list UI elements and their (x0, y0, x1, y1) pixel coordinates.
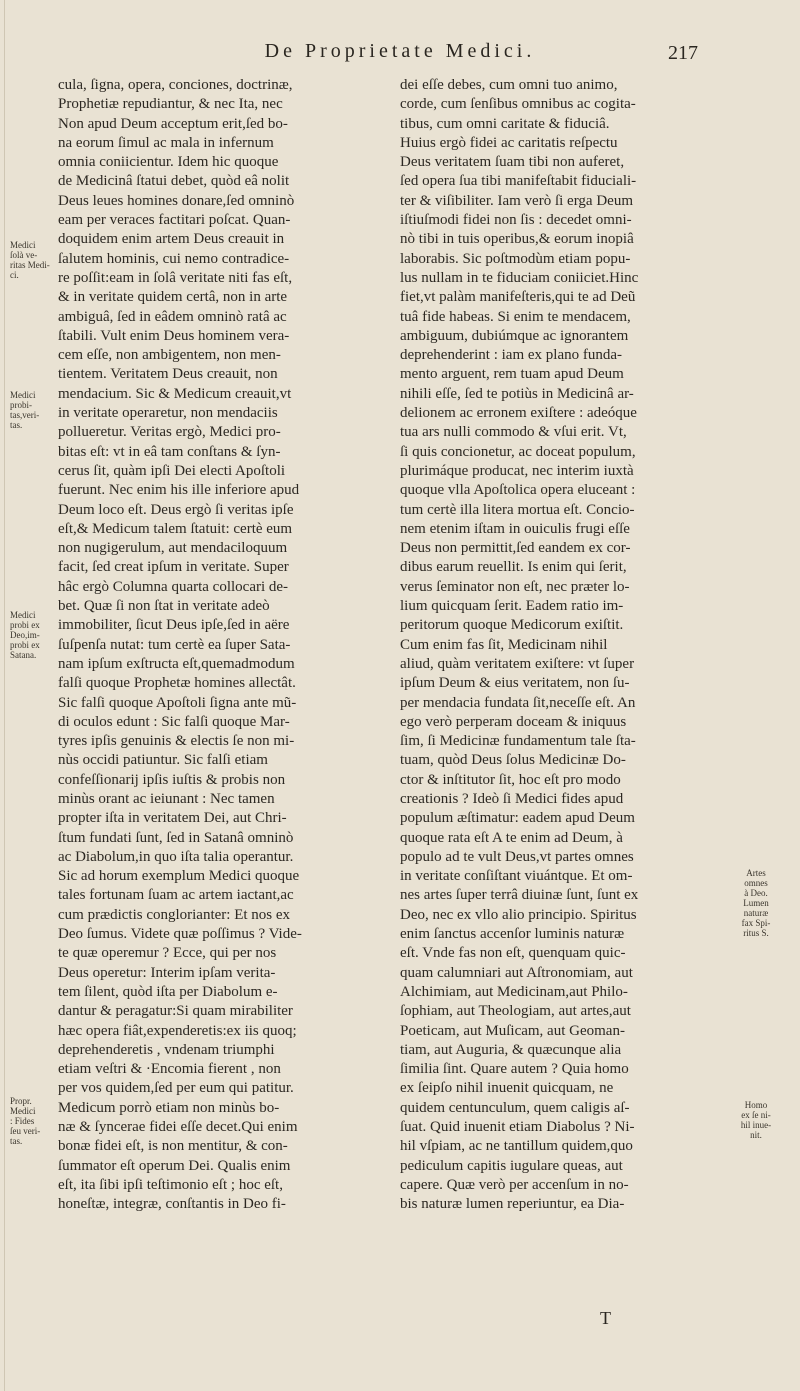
text-line: ambiguum, dubiúmque ac ignorantem (400, 327, 629, 344)
margin-note-line: probi ex (10, 640, 40, 650)
text-line: quam calumniari aut Aſtronomiam, aut (400, 964, 633, 981)
margin-note-line: probi ex (10, 620, 40, 630)
text-line: cem eſſe, non ambigentem, non men- (58, 347, 281, 364)
text-line: nes artes ſuper terrâ diuinæ ſunt, ſunt ex (400, 887, 639, 904)
text-line: Deus veritatem ſuam tibi non auferet, (400, 154, 625, 171)
text-line: hâc ergò Columna quarta collocari de- (58, 578, 289, 595)
text-line: fuerunt. Nec enim his ille inferiore apud (58, 482, 300, 499)
text-line: bis naturæ lumen reperiuntur, ea Dia- (400, 1196, 625, 1213)
margin-note-propr-medici (10, 1096, 52, 1146)
text-line: nò tibi in tuis operibus,& eorum inopiâ (400, 231, 634, 248)
text-line: fiet,vt palàm manifeſteris,qui te ad Deũ (400, 289, 636, 306)
text-line: deprehenderint : iam ex plano funda- (400, 347, 622, 364)
text-line: ſummator eſt operum Dei. Qualis enim (58, 1157, 291, 1174)
text-line: ſim, ſi Medicinæ fundamentum tale ſta- (400, 733, 636, 750)
text-line: Alchimiam, aut Medicinam,aut Philo- (400, 983, 628, 1000)
margin-note-line: Medici (10, 610, 36, 620)
text-line: Prophetiæ repudiantur, & nec Ita, nec (58, 96, 283, 113)
margin-note-line: ex ſe ni- (741, 1110, 771, 1120)
text-line: deprehenderetis , vndenam triumphi (58, 1041, 275, 1058)
text-line: tiam, aut Auguria, & quæcunque alia (400, 1041, 622, 1058)
text-line: Poeticam, aut Muſicam, aut Geoman- (400, 1022, 625, 1039)
margin-note-line: Propr. (10, 1096, 32, 1106)
margin-note-line: hil inue- (740, 1120, 772, 1130)
text-line: tum certè illa litera mortua eſt. Concio- (400, 501, 635, 518)
text-line: omnia coniicientur. Idem hic quoque (58, 154, 279, 171)
margin-note-line: naturæ (743, 908, 769, 918)
margin-note-line: à Deo. (744, 888, 768, 898)
text-line: creationis ? Ideò ſi Medici fides apud (400, 790, 624, 807)
text-line: tales fortunam ſuam ac artem iactant,ac (58, 887, 294, 904)
text-line: lium quicquam ſerit. Eadem ratio im- (400, 598, 624, 615)
text-line: honeſtæ, integræ, conſtantis in Deo fi- (58, 1196, 286, 1213)
text-line: facit, ſed creat ipſum in veritate. Super (58, 559, 289, 576)
margin-note-medici-probitas (10, 390, 52, 430)
text-line: tuam, quòd Deus ſolus Medicinæ Do- (400, 752, 626, 769)
margin-note-line: : Fides (10, 1116, 35, 1126)
text-line: eſt,& Medicum talem ſtatuit: certè eum (58, 520, 293, 537)
text-line: ſed opera ſua tibi manifeſtabit fiduciali- (400, 173, 637, 190)
text-line: ſophiam, aut Theologiam, aut artes,aut (400, 1003, 631, 1020)
margin-note-line: ſolà ve- (10, 250, 38, 260)
text-line: corde, cum ſenſibus omnibus ac cogita- (400, 96, 636, 113)
text-line: ambiguâ, ſed in eâdem omninò ratâ ac (58, 308, 287, 325)
text-line: re poſſit:eam in ſolâ veritate niti fas eſt, (58, 269, 293, 286)
text-line: ſuſpenſa nutat: tum certè ea ſuper Sata- (58, 636, 291, 653)
text-line: cerus ſit, quàm ipſi Dei electi Apoſtoli (58, 462, 286, 479)
text-line: ctor & inſtitutor ſit, hoc eſt pro modo (400, 771, 621, 788)
margin-note-line: fax Spi- (741, 918, 771, 928)
text-line: dantur & peragatur:Si quam mirabiliter (58, 1003, 293, 1020)
margin-note-line: probi- (10, 400, 32, 410)
text-line: hæc opera fiât,expenderetis:ex iis quoq; (58, 1022, 297, 1039)
text-line: cula, ſigna, opera, conciones, doctrinæ, (58, 77, 293, 93)
margin-note-line: ci. (10, 270, 19, 280)
text-line: verus ſeminator non eſt, nec præter lo- (400, 578, 630, 595)
text-line: in veritate conſiſtant viuántque. Et om- (400, 868, 633, 885)
text-line: mento arguent, rem tuam apud Deum (400, 366, 624, 383)
text-line: ſtabili. Vult enim Deus hominem vera- (58, 327, 290, 344)
text-line: nihili eſſe, ſed te potiùs in Medicinâ ar- (400, 385, 634, 402)
text-line: hil vſpiam, ac ne tantillum quidem,quo (400, 1138, 633, 1155)
text-line: næ & ſyncerae fidei eſſe decet.Qui enim (58, 1119, 298, 1136)
text-line: quoque rata eſt A te enim ad Deum, à (400, 829, 623, 846)
text-line: ipſum Deum & eius veritatem, non ſu- (400, 675, 630, 692)
margin-note-line: nit. (750, 1130, 762, 1140)
text-line: ſimilia ſint. Quare autem ? Quia homo (400, 1061, 629, 1078)
text-line: tyres ipſis genuinis & electis ſe non mi- (58, 733, 295, 750)
text-line: tua ars nulli commodo & vſui erit. Vt, (400, 424, 627, 441)
margin-note-line: Homo (744, 1100, 768, 1110)
text-line: aliud, quàm veritatem exiſtere: vt ſuper (400, 655, 635, 672)
left-text-column (58, 76, 376, 1215)
text-line: Non apud Deum acceptum erit,ſed bo- (58, 115, 288, 132)
text-line: na eorum ſimul ac mala in infernum (58, 134, 274, 151)
page-gutter (4, 0, 5, 1391)
signature-mark: T (600, 1308, 611, 1328)
text-line: tientem. Veritatem Deus creauit, non (58, 366, 278, 383)
text-line: ac Diabolum,in quo iſta talia operantur. (58, 848, 294, 865)
text-line: de Medicinâ ſtatui debet, quòd eâ nolit (58, 173, 290, 190)
text-line: Deus operetur: Interim ipſam verita- (58, 964, 276, 981)
text-line: doquidem enim artem Deus creauit in (58, 231, 285, 248)
text-line: Deum loco eſt. Deus ergò ſi veritas ipſe (58, 501, 294, 518)
text-line: dei eſſe debes, cum omni tuo animo, (400, 77, 618, 93)
text-line: ter & viſibiliter. Iam verò ſi erga Deum (400, 192, 633, 209)
text-line: Deus leues homines donare,ſed omninò (58, 192, 295, 209)
margin-note-line: Medici (10, 240, 36, 250)
text-line: iſtiuſmodi fidei non ſis : decedet omni- (400, 212, 632, 229)
text-line: pediculum capitis iugulare queas, aut (400, 1157, 623, 1174)
text-line: falſi quoque Prophetæ homines allectât. (58, 675, 296, 692)
text-line: populum æſtimatur: eadem apud Deum (400, 810, 635, 827)
margin-note-medici-probi (10, 610, 52, 660)
margin-note-line: Medici (10, 390, 36, 400)
text-line: cum prædictis conglorianter: Et nos ex (58, 906, 291, 923)
text-line: nùs occidi patiuntur. Sic falſi etiam (58, 752, 268, 769)
text-line: tuâ fide habeas. Si enim te mendacem, (400, 308, 631, 325)
text-line: bitas eſt: vt in eâ tam conſtans & ſyn- (58, 443, 281, 460)
text-line: & in veritate quidem certâ, non in arte (58, 289, 288, 306)
text-line: te quæ operemur ? Ecce, qui per nos (58, 945, 277, 962)
text-line: ex ſeipſo nihil inuenit quicquam, ne (400, 1080, 614, 1097)
text-line: per mendacia fundata ſit,neceſſe eſt. An (400, 694, 636, 711)
text-line: populo ad te vult Deus,vt partes omnes (400, 848, 634, 865)
text-line: propter iſta in veritatem Dei, aut Chri- (58, 810, 287, 827)
text-line: peritorum quoque Medicorum exiſtit. (400, 617, 624, 634)
margin-note-line: ritas Medi- (10, 260, 50, 270)
text-line: immobiliter, ſicut Deus ipſe,ſed in aëre (58, 617, 290, 634)
text-line: eſt. Vnde fas non eſt, quenquam quic- (400, 945, 626, 962)
text-line: quidem centunculum, quem caligis aſ- (400, 1099, 630, 1116)
text-line: eſt, ita ſibi ipſi teſtimonio eſt ; hoc eſt, (58, 1176, 283, 1193)
text-line: enim ſanctus accenſor luminis naturæ (400, 926, 625, 943)
margin-note-line: tas. (10, 1136, 23, 1146)
margin-note-medici-fides (10, 240, 52, 280)
margin-note-line: tas. (10, 420, 23, 430)
page-number: 217 (668, 42, 698, 64)
text-line: tem ſilent, quòd iſta per Diabolum e- (58, 983, 278, 1000)
text-line: lus nullam in te fiduciam coniiciet.Hinc (400, 269, 639, 286)
margin-note-artes-a-deo (726, 868, 786, 938)
margin-note-line: ſeu veri- (10, 1126, 41, 1136)
text-line: plurimáque producat, nec interim iuxtà (400, 462, 634, 479)
text-line: ſuat. Quid inuenit etiam Diabolus ? Ni- (400, 1119, 635, 1136)
text-line: ego verò perperam doceam & iniquus (400, 713, 627, 730)
text-line: Sic ad horum exemplum Medici quoque (58, 868, 300, 885)
text-line: Cum enim fas ſit, Medicinam nihil (400, 636, 608, 653)
margin-note-line: omnes (744, 878, 768, 888)
text-line: dibus earum reuellit. Is enim qui ſerit, (400, 559, 627, 576)
text-line: pollueretur. Veritas ergò, Medici pro- (58, 424, 281, 441)
text-line: Sic falſi quoque Apoſtoli ſigna ante mũ- (58, 694, 297, 711)
text-line: minùs orant ac ieiunant : Nec tamen (58, 790, 275, 807)
text-line: bet. Quæ ſi non ſtat in veritate adeò (58, 598, 270, 615)
margin-note-line: tas,veri- (10, 410, 40, 420)
running-head: De Proprietate Medici. (264, 40, 536, 62)
text-line: mendacium. Sic & Medicum creauit,vt (58, 385, 292, 402)
text-line: confeſſionarij ipſis iuſtis & probis non (58, 771, 286, 788)
text-line: Huius ergò fidei ac caritatis reſpectu (400, 134, 618, 151)
text-line: laborabis. Sic poſtmodùm etiam popu- (400, 250, 631, 267)
text-line: ſi quis concionetur, ac doceat populum, (400, 443, 636, 460)
text-line: in veritate operaretur, non mendaciis (58, 405, 278, 422)
margin-note-homo-nihil (726, 1100, 786, 1140)
text-line: Deo ſumus. Videte quæ poſſimus ? Vide- (58, 926, 302, 943)
text-line: eam per veraces factitari poſcat. Quan- (58, 212, 291, 229)
text-line: etiam veſtri & ·Encomia fierent , non (58, 1061, 281, 1078)
text-line: quoque vlla Apoſtolica opera eluceant : (400, 482, 636, 499)
text-line: capere. Quæ verò per accenſum in no- (400, 1176, 629, 1193)
margin-note-line: Deo,im- (10, 630, 40, 640)
text-line: bonæ fidei eſt, is non mentitur, & con- (58, 1138, 288, 1155)
text-line: per vos quidem,ſed per eum qui patitur. (58, 1080, 294, 1097)
text-line: non nugigerulum, aut mendaciloquum (58, 540, 288, 557)
right-text-column (400, 76, 718, 1215)
margin-note-line: Medici (10, 1106, 36, 1116)
text-line: ſtum fundati ſunt, ſed in Satanâ omninò (58, 829, 294, 846)
text-line: Deus non permittit,ſed eandem ex cor- (400, 540, 631, 557)
text-line: ſalutem hominis, cui nemo contradice- (58, 250, 290, 267)
text-line: delionem ac erronem exiſtere : adeóque (400, 405, 637, 422)
text-line: nem etenim iſtam in ouiculis frugi eſſe (400, 520, 630, 537)
text-line: Medicum porrò etiam non minùs bo- (58, 1099, 280, 1116)
text-line: Deo, nec ex vllo alio principio. Spiritus (400, 906, 637, 923)
margin-note-line: ritus S. (743, 928, 769, 938)
margin-note-line: Artes (746, 868, 766, 878)
text-line: nam ipſum exſtructa eſt,quemadmodum (58, 655, 295, 672)
margin-note-line: Lumen (743, 898, 769, 908)
text-line: di oculos edunt : Sic falſi quoque Mar- (58, 713, 290, 730)
text-line: tibus, cum omni caritate & fiduciâ. (400, 115, 610, 132)
margin-note-line: Satana. (10, 650, 37, 660)
